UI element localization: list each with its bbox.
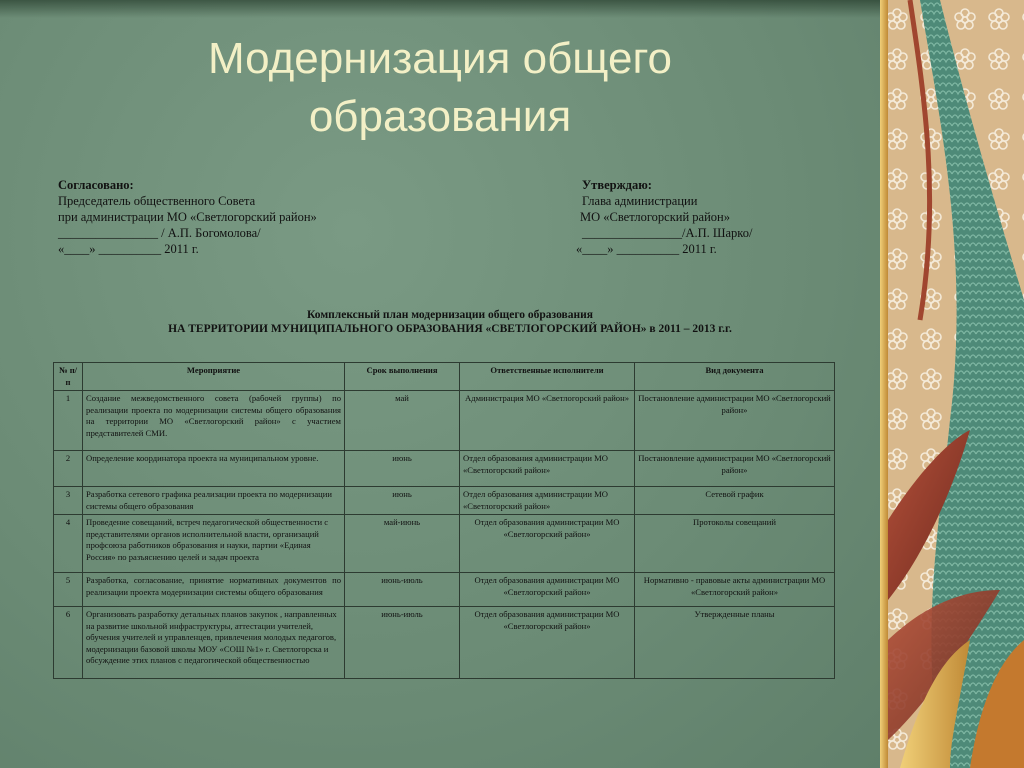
cell-event: Определение координатора проекта на муниципальном уровне. bbox=[83, 451, 345, 487]
cell-responsible: Отдел образования администрации МО «Светлогорский район» bbox=[460, 451, 635, 487]
plan-title bbox=[60, 308, 840, 336]
table-row bbox=[54, 573, 835, 607]
cell-document: Сетевой график bbox=[635, 487, 835, 515]
col-header-term: Срок выполнения bbox=[345, 363, 460, 391]
plan-title-line-2: НА ТЕРРИТОРИИ МУНИЦИПАЛЬНОГО ОБРАЗОВАНИЯ «СВЕТЛОГОРСКИЙ РАЙОН» в 2011 – 2013 г.г. bbox=[168, 323, 732, 335]
cell-term: июнь-июль bbox=[345, 607, 460, 679]
plan-table bbox=[53, 362, 835, 679]
cell-number: 3 bbox=[54, 487, 83, 515]
cell-term: июнь-июль bbox=[345, 573, 460, 607]
col-header-event: Мероприятие bbox=[83, 363, 345, 391]
title-line-1: Модернизация общего bbox=[207, 34, 673, 83]
cell-responsible: Отдел образования администрации МО «Светлогорский район» bbox=[460, 573, 635, 607]
cell-term: май bbox=[345, 391, 460, 451]
cell-document: Протоколы совещаний bbox=[635, 515, 835, 573]
cell-number: 6 bbox=[54, 607, 83, 679]
cell-term: июнь bbox=[345, 487, 460, 515]
floral-pattern-decoration bbox=[880, 0, 1024, 768]
cell-term: май-июнь bbox=[345, 515, 460, 573]
cell-event: Разработка сетевого графика реализации проекта по модернизации системы общего образования bbox=[83, 487, 345, 515]
table-row bbox=[54, 391, 835, 451]
table-row bbox=[54, 607, 835, 679]
col-header-document: Вид документа bbox=[635, 363, 835, 391]
left-sig-line: ________________ / А.П. Богомолова/ bbox=[58, 226, 261, 240]
cell-document: Постановление администрации МО «Светлогорский район» bbox=[635, 451, 835, 487]
cell-responsible: Отдел образования администрации МО «Светлогорский район» bbox=[460, 607, 635, 679]
cell-number: 2 bbox=[54, 451, 83, 487]
cell-responsible: Администрация МО «Светлогорский район» bbox=[460, 391, 635, 451]
top-shadow bbox=[0, 0, 880, 18]
left-signature-block bbox=[58, 177, 438, 257]
cell-responsible: Отдел образования администрации МО «Светлогорский район» bbox=[460, 487, 635, 515]
left-sig-line: Председатель общественного Совета bbox=[58, 194, 256, 208]
cell-number: 5 bbox=[54, 573, 83, 607]
cell-document: Постановление администрации МО «Светлогорский район» bbox=[635, 391, 835, 451]
decorative-side-panel bbox=[880, 0, 1024, 768]
table-header-row bbox=[54, 363, 835, 391]
col-header-responsible: Ответственные исполнители bbox=[460, 363, 635, 391]
col-header-number: № п/п bbox=[54, 363, 83, 391]
cell-number: 1 bbox=[54, 391, 83, 451]
table-row bbox=[54, 515, 835, 573]
cell-event: Проведение совещаний, встреч педагогической общественности с представителями органов исполнительной власти, организаций профсоюза работников образования и науки, партии «Единая Россия» по разъяснению целей и задач проекта bbox=[83, 515, 345, 573]
right-sig-line: МО «Светлогорский район» bbox=[580, 210, 730, 224]
right-signature-block bbox=[576, 177, 876, 257]
right-sig-line: «____» __________ 2011 г. bbox=[576, 242, 717, 256]
cell-document: Утвержденные планы bbox=[635, 607, 835, 679]
cell-event: Создание межведомственного совета (рабочей группы) по реализации проекта по модернизации системы общего образования на территории МО «Светлогорский район» с участием представителей СМИ. bbox=[83, 391, 345, 451]
left-sig-head: Согласовано: bbox=[58, 178, 134, 192]
cell-responsible: Отдел образования администрации МО «Светлогорский район» bbox=[460, 515, 635, 573]
plan-title-line-1: Комплексный план модернизации общего образования bbox=[307, 309, 593, 321]
title-line-2: образования bbox=[308, 92, 572, 141]
left-sig-line: «____» __________ 2011 г. bbox=[58, 242, 199, 256]
cell-document: Нормативно - правовые акты администрации МО «Светлогорский район» bbox=[635, 573, 835, 607]
cell-event: Организовать разработку детальных планов закупок , направленных на развитие школьной инфраструктуры, аттестации учителей, обучения учителей и управленцев, привлечения молодых педагогов, модернизации базовой школы МОУ «СОШ №1» г. Светлогорска и обсуждение этих планов с педагогической общественностью bbox=[83, 607, 345, 679]
slide-title bbox=[110, 30, 770, 146]
cell-number: 4 bbox=[54, 515, 83, 573]
right-sig-head: Утверждаю: bbox=[582, 178, 652, 192]
cell-term: июнь bbox=[345, 451, 460, 487]
cell-event: Разработка, согласование, принятие нормативных документов по реализации проекта модернизации системы общего образования bbox=[83, 573, 345, 607]
right-sig-line: Глава администрации bbox=[582, 194, 698, 208]
right-sig-line: ________________/А.П. Шарко/ bbox=[582, 226, 753, 240]
left-sig-line: при администрации МО «Светлогорский район» bbox=[58, 210, 317, 224]
table-row bbox=[54, 451, 835, 487]
table-row bbox=[54, 487, 835, 515]
